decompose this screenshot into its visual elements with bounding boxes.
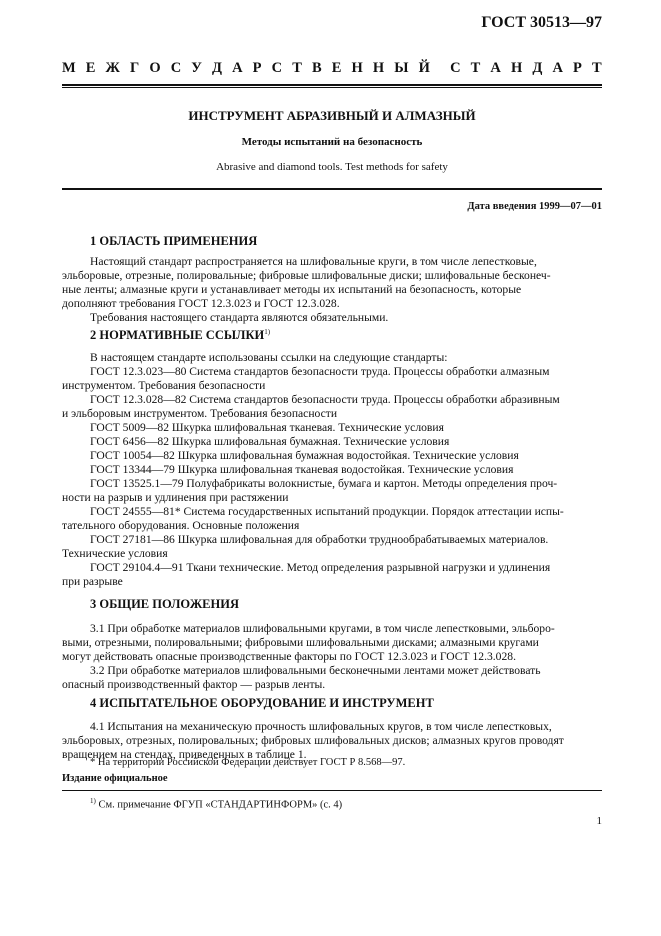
banner-letter: Т [292,60,302,76]
banner-letter: Й [418,60,430,76]
banner-letter: Т [470,60,481,76]
section-4-heading: 4 ИСПЫТАТЕЛЬНОЕ ОБОРУДОВАНИЕ И ИНСТРУМЕНТ [90,696,434,710]
banner-letter: А [490,60,501,76]
banner-letter: Ы [394,60,409,76]
banner-letter: С [170,60,182,76]
intro-date: Дата введения 1999—07—01 [467,201,602,212]
section-2-line: ГОСТ 29104.4—91 Ткани технические. Метод определения разрывной нагрузки и удлинения [90,561,551,574]
section-1-line: Настоящий стандарт распространяется на шлифовальные круги, в том числе лепестковые, [90,255,537,268]
section-2-heading-text: 2 НОРМАТИВНЫЕ ССЫЛКИ [90,328,265,343]
section-4-line: вращением на стендах, приведенных в таблице 1. [62,748,307,761]
banner-letter: Н [372,60,385,76]
section-1-line: дополняют требования ГОСТ 12.3.023 и ГОСТ 12.3.028. [62,297,340,310]
title-rule [62,188,602,190]
section-3-line: 3.1 При обработке материалов шлифовальными кругами, в том числе лепестковыми, эльборо- [90,622,555,635]
section-2-line: ГОСТ 5009—82 Шкурка шлифовальная тканевая. Технические условия [90,421,444,434]
section-3-line: опасный производственный фактор — разрыв ленты. [62,678,326,691]
section-2-line: Технические условия [62,547,168,560]
header-rule-thick [62,84,602,86]
section-2-line: инструментом. Требования безопасности [62,379,266,392]
reference-footnote-text: См. примечание ФГУП «СТАНДАРТИНФОРМ» (с. 4) [95,799,343,811]
section-2-line: ГОСТ 27181—86 Шкурка шлифовальная для обработки труднообрабатываемых материалов. [90,533,549,546]
banner-letter: Н [351,60,363,76]
english-title: Abrasive and diamond tools. Test methods for safety [216,161,448,173]
banner-letter: Р [252,60,262,76]
section-4-line: 4.1 Испытания на механическую прочность шлифовальных кругов, в том числе лепестковых, [90,720,552,733]
section-2-line: В настоящем стандарте использованы ссылки на следующие стандарты: [90,351,448,364]
section-1-line: эльборовые, отрезные, полировальные; фибровые шлифовальные диски; шлифовальные бесконеч- [62,269,551,282]
banner-letter: О [149,60,161,76]
section-3-line: выми, отрезными, полировальными; фибровыми шлифовальными дисками; алмазными кругами [62,636,539,649]
banner-letter: С [450,60,461,76]
standard-banner [62,60,602,77]
section-2-line: ности на разрыв и удлинения при растяжении [62,491,289,504]
banner-letter: М [62,60,76,76]
section-3-line: 3.2 При обработке материалов шлифовальными бесконечными лентами может действовать [90,664,541,677]
official-edition: Издание официальное [62,773,168,784]
page-number: 1 [596,815,602,827]
section-1-line: Требования настоящего стандарта являются обязательными. [90,311,389,324]
section-2-line: тательного оборудования. Основные положения [62,519,300,532]
banner-letter: Г [129,60,140,76]
section-2-line: и эльборовым инструментом. Требования безопасности [62,407,338,420]
section-2-line: ГОСТ 12.3.028—82 Система стандартов безопасности труда. Процессы обработки абразивным [90,393,560,406]
banner-letter: С [271,60,283,76]
document-subtitle: Методы испытаний на безопасность [241,136,423,148]
banner-letter: В [311,60,322,76]
reference-footnote-mark: 1) [90,797,96,805]
reference-footnote [90,797,342,811]
section-1-heading: 1 ОБЛАСТЬ ПРИМЕНЕНИЯ [90,234,258,248]
star-footnote: * На территории Российской Федерации действует ГОСТ Р 8.568—97. [90,757,406,768]
header-rule-thin [62,87,602,88]
footnote-rule [62,790,602,791]
banner-letter: Е [331,60,342,76]
banner-letter: Е [85,60,96,76]
section-2-heading-footnote-mark: 1) [264,328,271,336]
section-2-line: ГОСТ 6456—82 Шкурка шлифовальная бумажная. Технические условия [90,435,450,448]
banner-letter: Д [212,60,222,76]
section-3-line: могут действовать опасные производственные факторы по ГОСТ 12.3.023 и ГОСТ 12.3.028. [62,650,516,663]
banner-letter: А [552,60,563,76]
section-2-line: ГОСТ 13344—79 Шкурка шлифовальная тканевая водостойкая. Технические условия [90,463,514,476]
section-2-line: ГОСТ 10054—82 Шкурка шлифовальная бумажная водостойкая. Технические условия [90,449,519,462]
banner-letter: У [191,60,202,76]
banner-letter: Ж [105,60,120,76]
section-3-heading: 3 ОБЩИЕ ПОЛОЖЕНИЯ [90,597,239,611]
section-1-line: ные ленты; алмазные круги и устанавливает методы их испытаний на безопасность, которые [62,283,522,296]
banner-letter: Т [591,60,602,76]
section-2-line: ГОСТ 12.3.023—80 Система стандартов безопасности труда. Процессы обработки алмазным [90,365,550,378]
banner-letter: Р [573,60,582,76]
section-2-line: ГОСТ 13525.1—79 Полуфабрикаты волокнистые, бумага и картон. Методы определения проч- [90,477,558,490]
banner-letter: Д [532,60,543,76]
banner-letter: Н [510,60,523,76]
banner-letter: А [232,60,243,76]
section-2-heading [90,328,270,343]
section-2-line: ГОСТ 24555—81* Система государственных испытаний продукции. Порядок аттестации испы- [90,505,564,518]
section-4-line: эльборовых, отрезных, полировальных; фибровых шлифовальных дисков; алмазных кругов проводят [62,734,564,747]
standard-number: ГОСТ 30513—97 [481,14,602,31]
document-title: ИНСТРУМЕНТ АБРАЗИВНЫЙ И АЛМАЗНЫЙ [188,108,476,123]
section-2-line: при разрыве [62,575,123,588]
